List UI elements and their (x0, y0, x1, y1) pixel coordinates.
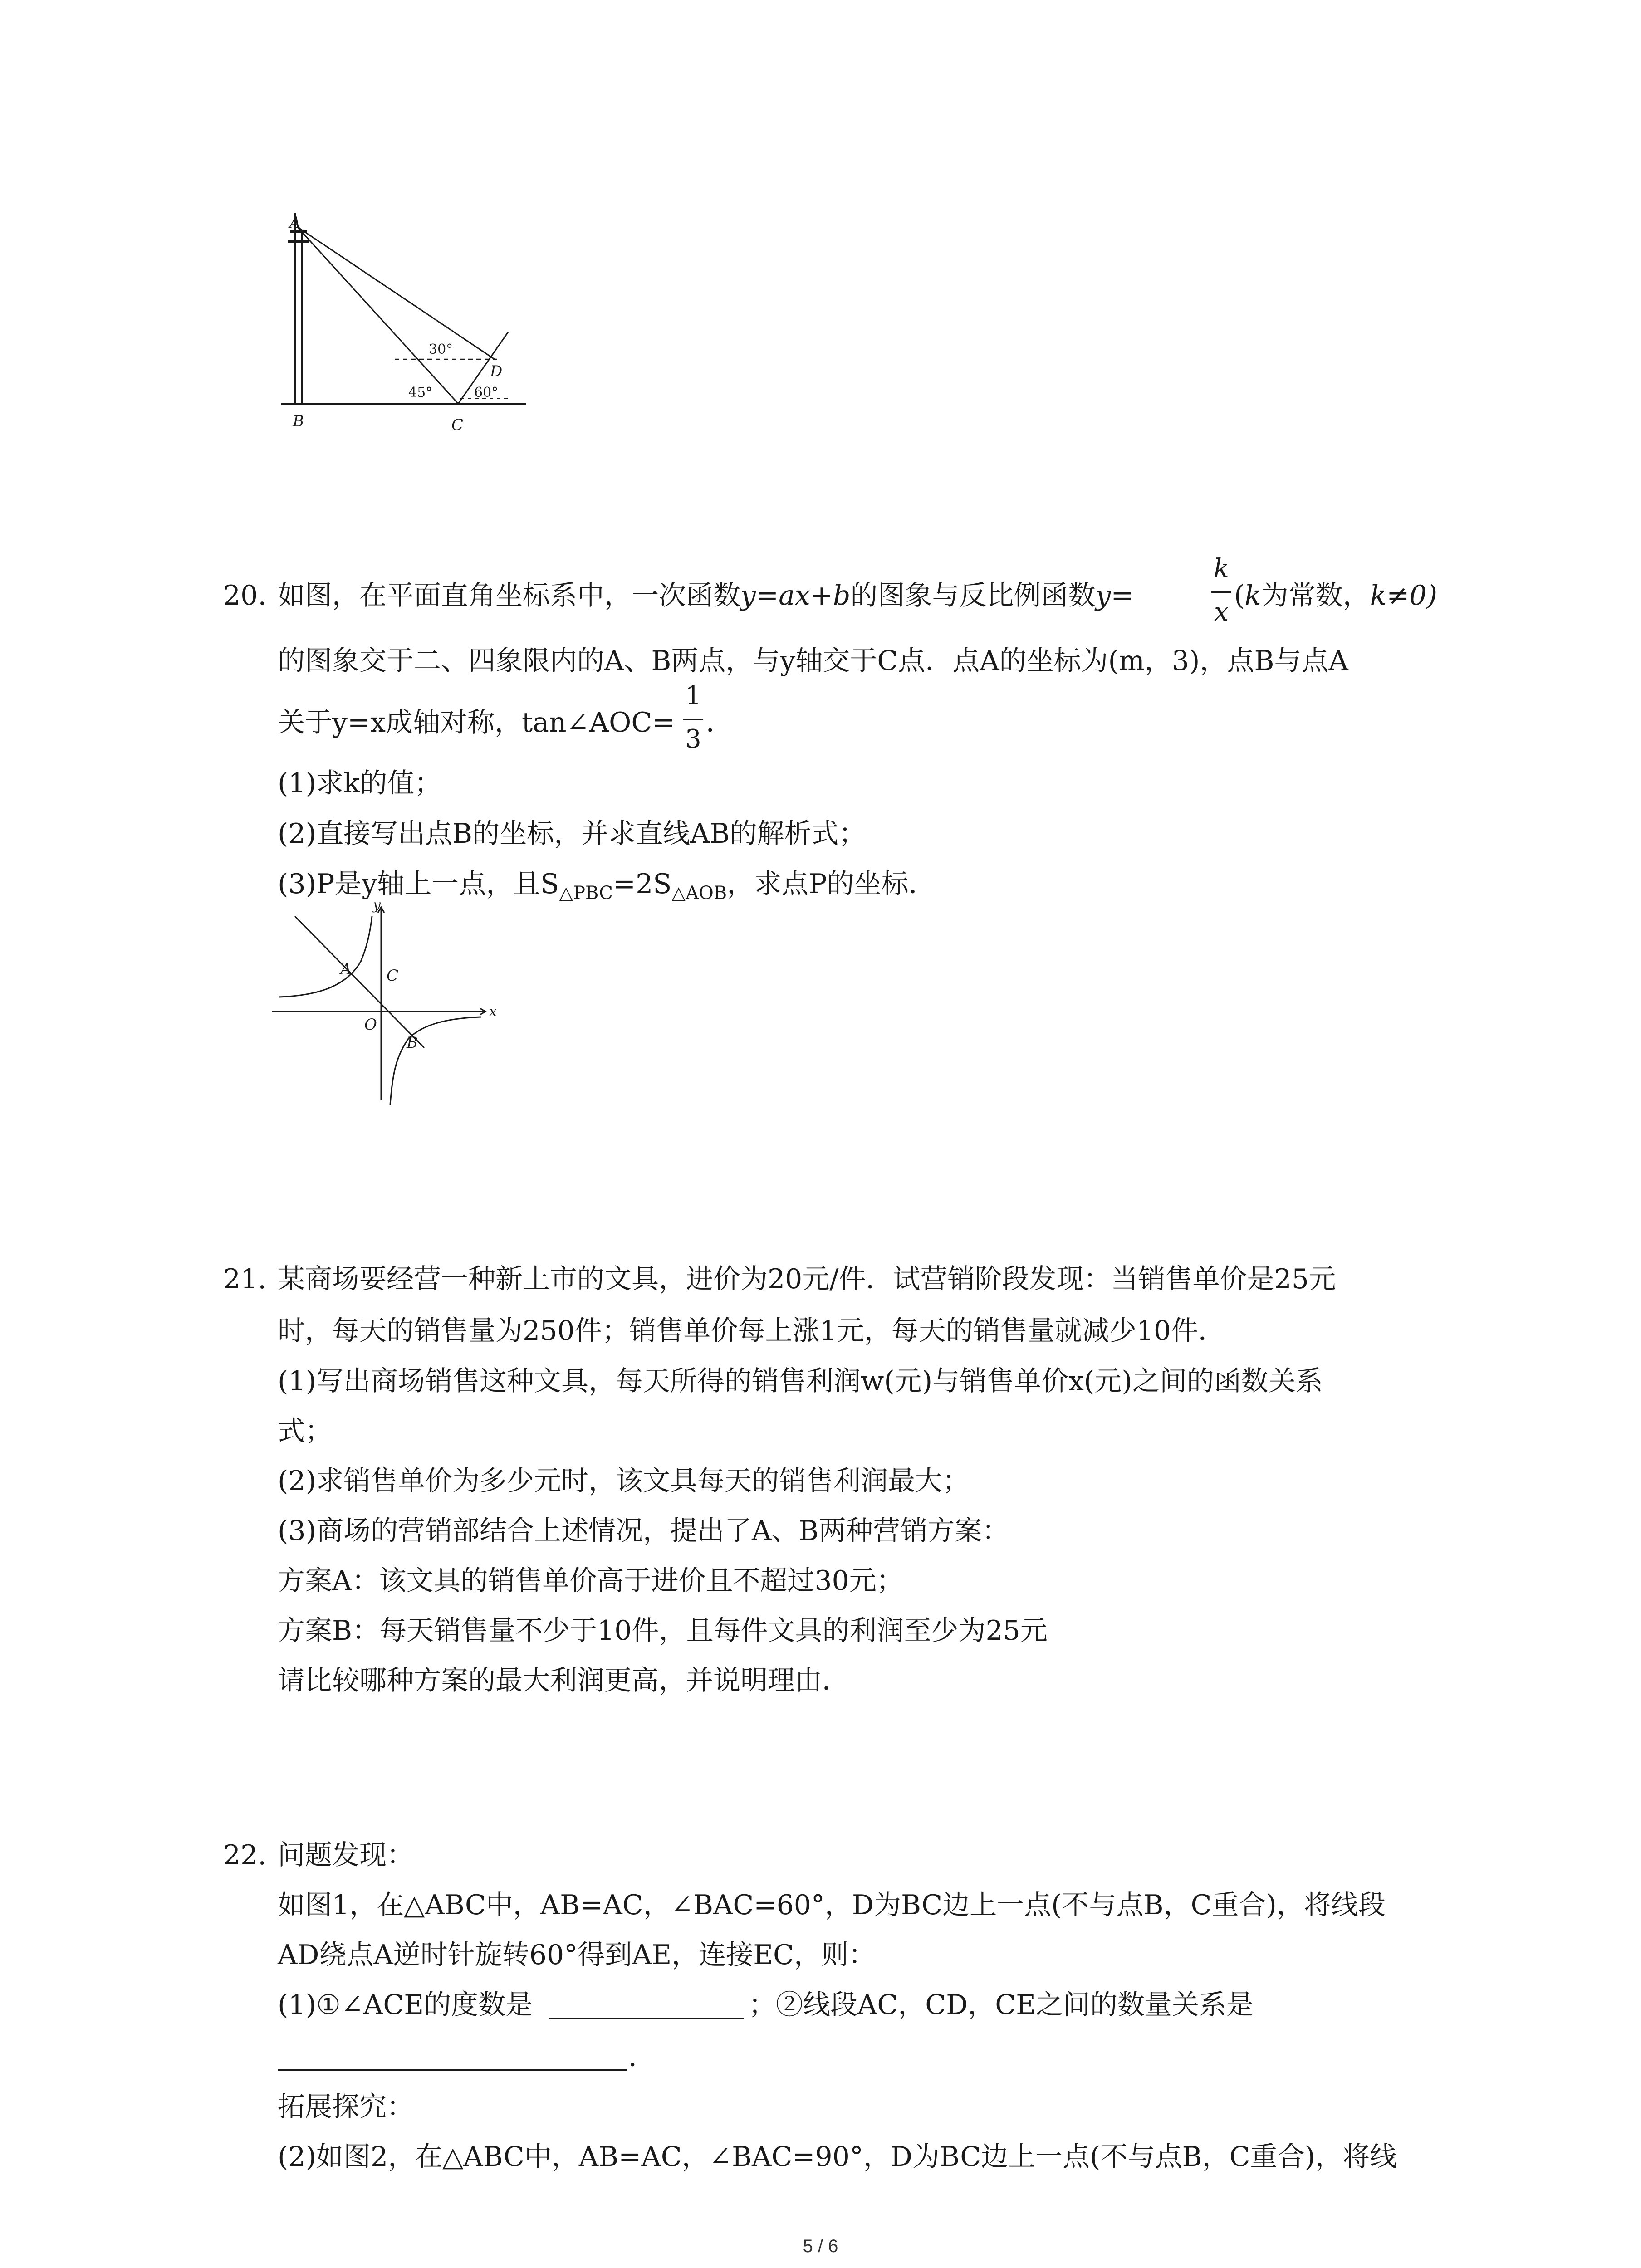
q20-part1: (1)求k的值； (278, 767, 442, 799)
q21-line9: 请比较哪种方案的最大利润更高，并说明理由． (278, 1665, 849, 1696)
angle-45: 45° (408, 385, 433, 401)
q22-line4-a: (1)①∠ACE的度数是 (278, 1989, 533, 2021)
q22-line4-b: ；②线段AC，CD，CE之间的数量关系是 (749, 1989, 1254, 2021)
q21-line7: 方案A：该文具的销售单价高于进价且不超过30元； (278, 1565, 904, 1597)
figure-q20 (272, 898, 508, 1107)
q21-line2: 时，每天的销售量为250件；销售单价每上涨1元，每天的销售量就减少10件． (278, 1315, 1226, 1347)
q21-line5: (2)求销售单价为多少元时，该文具每天的销售利润最大； (278, 1465, 970, 1497)
q20-frac-k-num: k (1214, 554, 1229, 583)
axis-x-label: x (489, 1004, 497, 1020)
angle-60: 60° (474, 385, 499, 401)
q22-answer-blank-1[interactable] (549, 2018, 744, 2019)
q20-frac-t-num: 1 (685, 681, 701, 710)
q22-number: 22. (223, 1839, 267, 1871)
q20-frac-k-den: x (1214, 597, 1229, 627)
point-C-label: C (387, 967, 399, 985)
q22-line7: (2)如图2，在△ABC中，AB=AC，∠BAC=90°，D为BC边上一点(不与点B，C重合)，将线 (278, 2141, 1397, 2173)
axis-y-label: y (373, 898, 381, 913)
q20-part3: (3)P是y轴上一点，且$S_{\triangle PBC}=2S_{\triangle AOB}$，求点P的坐标． (278, 868, 936, 904)
origin-label: O (364, 1016, 377, 1034)
q20-frac-t-bar (683, 719, 703, 720)
q21-line1: 某商场要经营一种新上市的文具，进价为20元/件．试营销阶段发现：当销售单价是25元 (278, 1263, 1336, 1295)
q20-frac-t-den: 3 (685, 724, 701, 754)
q20-frac-k-bar (1211, 591, 1231, 593)
q20-part2: (2)直接写出点B的坐标，并求直线AB的解析式； (278, 818, 866, 850)
q22-line1: 问题发现： (278, 1839, 414, 1871)
q20-line1-tail: (k为常数，k≠0) (1234, 580, 1437, 611)
q20-line3: 关于y=x成轴对称，tan∠AOC= (278, 707, 675, 738)
q22-line5: ． (628, 2041, 656, 2073)
q21-number: 21. (223, 1263, 267, 1295)
q20-line1: 如图，在平面直角坐标系中，一次函数y=ax+b的图象与反比例函数y= (278, 580, 1134, 611)
figure-q19 (272, 213, 526, 440)
label-D: D (490, 362, 503, 381)
q21-line4: 式； (278, 1415, 332, 1447)
q21-line8: 方案B：每天销售量不少于10件，且每件文具的利润至少为25元 (278, 1615, 1048, 1647)
q22-answer-blank-2[interactable] (278, 2069, 627, 2071)
q21-line3: (1)写出商场销售这种文具，每天所得的销售利润w(元)与销售单价x(元)之间的函数关系 (278, 1365, 1323, 1397)
q20-number: 20. (223, 580, 267, 611)
label-A: A (289, 214, 301, 232)
q22-line2: 如图1，在△ABC中，AB=AC，∠BAC=60°，D为BC边上一点(不与点B，C重合)，将线段 (278, 1889, 1386, 1921)
q22-line3: AD绕点A逆时针旋转60°得到AE，连接EC，则： (278, 1939, 876, 1971)
q20-line3-end: ． (706, 707, 733, 738)
page-number: 5 / 6 (803, 2236, 838, 2256)
angle-30: 30° (429, 342, 453, 357)
label-C: C (451, 416, 464, 434)
label-B: B (293, 412, 304, 430)
point-B-label: B (407, 1034, 418, 1052)
q20-line2: 的图象交于二、四象限内的A、B两点，与y轴交于C点．点A的坐标为(m，3)，点B与点A (278, 645, 1348, 677)
point-A-label: A (340, 960, 352, 978)
q21-line6: (3)商场的营销部结合上述情况，提出了A、B两种营销方案： (278, 1515, 1009, 1547)
q22-line6: 拓展探究： (278, 2091, 414, 2123)
